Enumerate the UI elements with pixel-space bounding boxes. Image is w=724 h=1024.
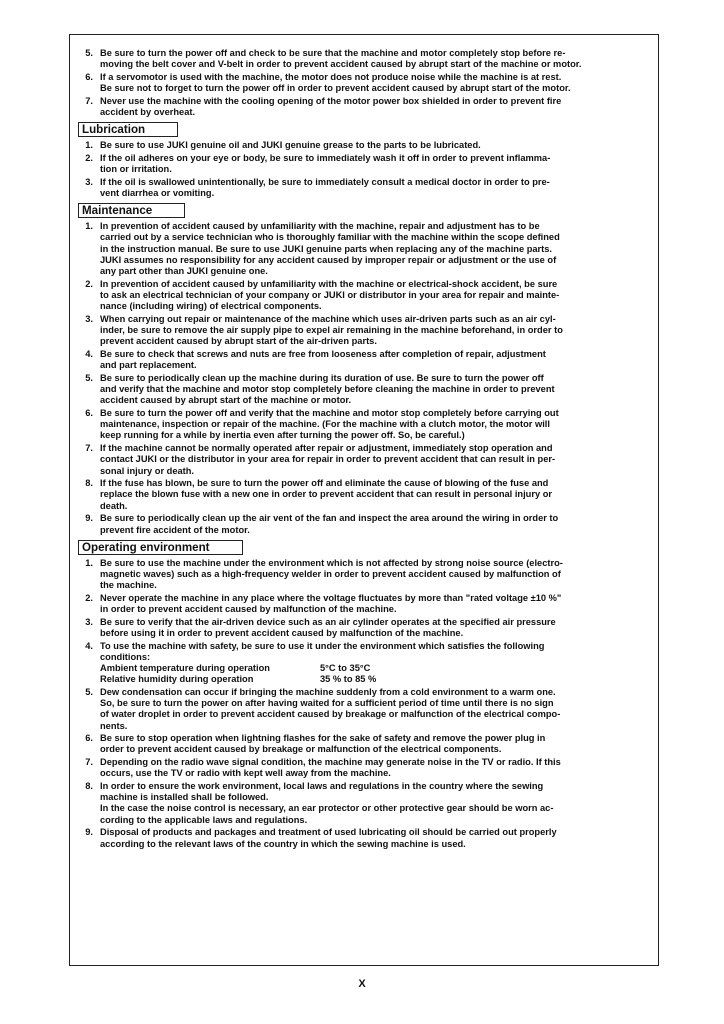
item-line: conditions: <box>100 651 151 662</box>
list-item <box>78 443 650 477</box>
item-number: 2. <box>85 278 93 289</box>
item-line: If the machine cannot be normally operated after repair or adjustment, immediately stop operation and <box>100 443 553 454</box>
condition-label: Ambient temperature during operation <box>100 663 270 674</box>
item-line: death. <box>100 500 128 511</box>
item-number: 6. <box>85 71 93 82</box>
item-line: If the oil adheres on your eye or body, be sure to immediately wash it off in order to prevent inflamma- <box>100 152 551 163</box>
item-line: sonal injury or death. <box>100 465 195 476</box>
item-line: replace the blown fuse with a new one in order to prevent accident that can result in personal injury or <box>100 489 553 500</box>
condition-row <box>100 674 650 685</box>
item-line: tion or irritation. <box>100 164 172 175</box>
item-line: So, be sure to turn the power on after having waited for a sufficient period of time until there is no sign <box>100 698 554 709</box>
operating-environment-list <box>78 558 650 639</box>
item-line: If the oil is swallowed unintentionally, be sure to immediately consult a medical doctor in order to pre- <box>100 176 550 187</box>
item-line: prevent accident caused by abrupt start of the air-driven parts. <box>100 336 377 347</box>
condition-label: Relative humidity during operation <box>100 674 254 685</box>
item-number: 2. <box>85 592 93 603</box>
item-line: machine is installed shall be followed. <box>100 792 269 803</box>
item-line: according to the relevant laws of the country in which the sewing machine is used. <box>100 838 466 849</box>
list-item <box>78 408 650 442</box>
item-number: 1. <box>85 557 93 568</box>
lubrication-heading: Lubrication <box>78 122 178 137</box>
item-number: 3. <box>85 313 93 324</box>
item-line: in the instruction manual. Be sure to use JUKI genuine parts when replacing any of the machine parts. <box>100 243 553 254</box>
maintenance-heading: Maintenance <box>78 203 185 218</box>
item-number: 5. <box>85 686 93 697</box>
item-line: If a servomotor is used with the machine, the motor does not produce noise while the machine is at rest. <box>100 71 562 82</box>
list-item <box>78 314 650 348</box>
item-number: 8. <box>85 478 93 489</box>
item-line: moving the belt cover and V-belt in order to prevent accident caused by abrupt start of the machine or motor. <box>100 59 582 70</box>
item-line: and verify that the machine and motor stop completely before cleaning the machine in order to prevent <box>100 384 555 395</box>
list-item <box>78 140 650 151</box>
operating-item-4 <box>78 641 650 686</box>
item-line: nance (including wiring) of electrical components. <box>100 301 322 312</box>
maintenance-list <box>78 221 650 535</box>
item-number: 3. <box>85 176 93 187</box>
item-number: 1. <box>85 140 93 151</box>
item-number: 7. <box>85 443 93 454</box>
item-line: Be sure to periodically clean up the air vent of the fan and inspect the area around the wiring in order to <box>100 513 559 524</box>
item-line: Be sure to turn the power off and verify that the machine and motor stop completely before carrying out <box>100 407 559 418</box>
item-number: 4. <box>85 348 93 359</box>
item-number: 6. <box>85 407 93 418</box>
item-line: Dew condensation can occur if bringing the machine suddenly from a cold environment to a warm one. <box>100 686 556 697</box>
item-line: Be sure to use the machine under the environment which is not affected by strong noise source (electro- <box>100 557 563 568</box>
list-item <box>78 221 650 277</box>
item-line: nents. <box>100 720 128 731</box>
condition-value: 5°C to 35°C <box>320 663 371 674</box>
item-number: 7. <box>85 757 93 768</box>
item-line: Never operate the machine in any place where the voltage fluctuates by more than "rated voltage ±10 %" <box>100 592 562 603</box>
list-item <box>78 558 650 592</box>
list-item <box>78 349 650 371</box>
list-item <box>78 72 650 94</box>
item-line: vent diarrhea or vomiting. <box>100 188 215 199</box>
item-line: and part replacement. <box>100 360 197 371</box>
item-number: 1. <box>85 221 93 232</box>
list-item <box>78 687 650 732</box>
list-item <box>78 593 650 615</box>
list-item <box>78 478 650 512</box>
item-line: Be sure to stop operation when lightning flashes for the sake of safety and remove the power plug in <box>100 733 546 744</box>
list-item <box>78 733 650 755</box>
operating-environment-list-continued <box>78 687 650 850</box>
item-line: magnetic waves) such as a high-frequency welder in order to prevent accident caused by malfunction of <box>100 568 561 579</box>
list-item <box>78 373 650 407</box>
item-line: In the case the noise control is necessary, an ear protector or other protective gear should be worn ac- <box>100 803 554 814</box>
item-line: In order to ensure the work environment, local laws and regulations in the country where the sewing <box>100 781 544 792</box>
list-item <box>78 153 650 175</box>
list-item <box>78 781 650 826</box>
item-line: JUKI assumes no responsibility for any accident caused by improper repair or adjustment or the use of <box>100 254 557 265</box>
condition-value: 35 % to 85 % <box>320 674 377 685</box>
list-item <box>78 96 650 118</box>
item-line: If the fuse has blown, be sure to turn the power off and eliminate the cause of blowing of the fuse and <box>100 478 549 489</box>
item-line: Disposal of products and packages and treatment of used lubricating oil should be carried out properly <box>100 827 557 838</box>
item-line: When carrying out repair or maintenance of the machine which uses air-driven parts such as an air cyl- <box>100 313 556 324</box>
list-item <box>78 827 650 849</box>
item-line: before using it in order to prevent accident caused by malfunction of the machine. <box>100 627 464 638</box>
item-number: 9. <box>85 513 93 524</box>
item-number: 6. <box>85 733 93 744</box>
item-line: accident caused by abrupt start of the machine or motor. <box>100 395 352 406</box>
item-line: keep running for a while by inertia even after turning the power off. So, be careful.) <box>100 430 465 441</box>
item-line: Be sure to check that screws and nuts are free from looseness after completion of repair, adjustment <box>100 348 546 359</box>
item-line: prevent fire accident of the motor. <box>100 524 250 535</box>
item-number: 4. <box>85 640 93 651</box>
item-number: 5. <box>85 48 93 58</box>
item-line: to ask an electrical technician of your company or JUKI or distributor in your area for repair and mainte- <box>100 289 560 300</box>
item-number: 9. <box>85 827 93 838</box>
safety-precautions-box <box>69 34 659 966</box>
item-line: Be sure to turn the power off and check to be sure that the machine and motor completely stop before re- <box>100 48 566 58</box>
item-line: Depending on the radio wave signal condition, the machine may generate noise in the TV or radio. If this <box>100 757 561 768</box>
item-number: 7. <box>85 95 93 106</box>
page-number: X <box>358 978 366 990</box>
intro-list <box>78 48 650 118</box>
item-line: cording to the applicable laws and regulations. <box>100 814 308 825</box>
list-item <box>78 617 650 639</box>
item-line: the machine. <box>100 580 157 591</box>
lubrication-list <box>78 140 650 199</box>
item-line: Be sure to periodically clean up the machine during its duration of use. Be sure to turn the power off <box>100 372 544 383</box>
item-number: 3. <box>85 616 93 627</box>
list-item <box>78 177 650 199</box>
item-line: contact JUKI or the distributor in your area for repair in order to prevent accident that can result in per- <box>100 454 556 465</box>
item-number: 2. <box>85 152 93 163</box>
item-line: of water droplet in order to prevent accident caused by breakage or malfunction of the electrical compo- <box>100 709 561 720</box>
item-line: Be sure to use JUKI genuine oil and JUKI genuine grease to the parts to be lubricated. <box>100 140 481 151</box>
item-line: Never use the machine with the cooling opening of the motor power box shielded in order to prevent fire <box>100 95 562 106</box>
item-line: carried out by a service technician who is thoroughly familiar with the machine within the scope defined <box>100 232 560 243</box>
item-line: In prevention of accident caused by unfamiliarity with the machine or electrical-shock accident, be sure <box>100 278 558 289</box>
item-line: To use the machine with safety, be sure to use it under the environment which satisfies the following <box>100 640 545 651</box>
item-line: accident by overheat. <box>100 107 196 118</box>
item-number: 8. <box>85 781 93 792</box>
item-line: any part other than JUKI genuine one. <box>100 266 268 277</box>
item-line: inder, be sure to remove the air supply pipe to expel air remaining in the machine beforehand, in order to <box>100 325 563 336</box>
item-line: Be sure not to forget to turn the power off in order to prevent accident caused by abrupt start of the motor. <box>100 83 571 94</box>
item-number: 5. <box>85 372 93 383</box>
item-line: maintenance, inspection or repair of the machine. (For the machine with a clutch motor, the motor will <box>100 419 550 430</box>
item-line: In prevention of accident caused by unfamiliarity with the machine, repair and adjustment has to be <box>100 221 540 232</box>
list-item <box>78 757 650 779</box>
list-item <box>78 513 650 535</box>
list-item <box>78 48 650 70</box>
list-item <box>78 279 650 313</box>
item-line: order to prevent accident caused by breakage or malfunction of the electrical components. <box>100 744 502 755</box>
condition-row <box>100 663 650 674</box>
item-line: in order to prevent accident caused by malfunction of the machine. <box>100 604 397 615</box>
operating-environment-heading: Operating environment <box>78 540 243 555</box>
item-line: occurs, use the TV or radio with kept well away from the machine. <box>100 768 391 779</box>
item-line: Be sure to verify that the air-driven device such as an air cylinder operates at the specified air pressure <box>100 616 556 627</box>
